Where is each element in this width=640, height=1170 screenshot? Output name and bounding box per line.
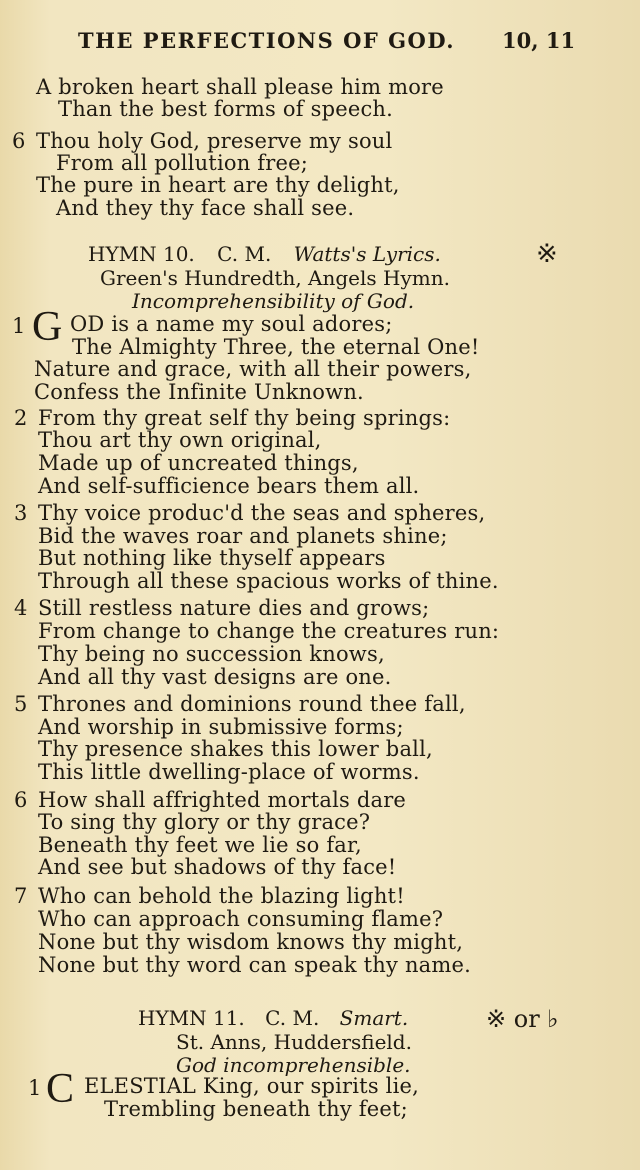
- verse-number: 5: [14, 692, 28, 716]
- verse-line: And worship in submissive forms;: [38, 715, 404, 739]
- verse-line: From all pollution free;: [56, 151, 309, 175]
- verse-line: From change to change the creatures run:: [38, 619, 500, 643]
- drop-cap: C: [46, 1066, 75, 1112]
- verse-line: From thy great self thy being springs:: [38, 406, 451, 430]
- key-mark-icon: ※: [536, 239, 558, 269]
- verse-number: 2: [14, 406, 28, 430]
- verse-line: Thy voice produc'd the seas and spheres,: [38, 501, 486, 525]
- verse-number: 1: [12, 314, 26, 338]
- verse-line: Thy presence shakes this lower ball,: [38, 737, 433, 761]
- key-mark-icon: ※ or ♭: [486, 1005, 559, 1033]
- verse-line: None but thy word can speak thy name.: [38, 953, 472, 977]
- verse-line: And see but shadows of thy face!: [38, 855, 397, 879]
- running-title: THE PERFECTIONS OF GOD.: [78, 28, 456, 53]
- verse-line: None but thy wisdom knows thy might,: [38, 930, 464, 954]
- verse-line: ELESTIAL King, our spirits lie,: [84, 1074, 420, 1098]
- hymn-source: Smart.: [339, 1006, 409, 1030]
- verse-line: OD is a name my soul adores;: [70, 312, 393, 336]
- verse-line: The Almighty Three, the eternal One!: [72, 335, 480, 359]
- verse-line: How shall affrighted mortals dare: [38, 788, 407, 812]
- verse-line: A broken heart shall please him more: [36, 75, 444, 99]
- verse-number: 7: [14, 884, 28, 908]
- page-numbers: 10, 11: [502, 28, 576, 53]
- verse-line: Who can approach consuming flame?: [38, 907, 444, 931]
- hymn-11-heading: [138, 1006, 408, 1030]
- verse-line: Thy being no succession knows,: [38, 642, 385, 666]
- verse-line: Than the best forms of speech.: [58, 97, 394, 121]
- verse-line: To sing thy glory or thy grace?: [38, 810, 371, 834]
- verse-line: Nature and grace, with all their powers,: [34, 357, 472, 381]
- hymn-10-subject: Incomprehensibility of God.: [132, 289, 415, 313]
- verse-line: Confess the Infinite Unknown.: [34, 380, 364, 404]
- verse-number: 4: [14, 596, 28, 620]
- hymn-source: Watts's Lyrics.: [293, 242, 441, 266]
- verse-number: 6: [12, 129, 26, 153]
- verse-line: Still restless nature dies and grows;: [38, 596, 430, 620]
- hymn-10-heading: [88, 242, 441, 266]
- drop-cap: G: [32, 304, 63, 350]
- hymn-10-tunes: Green's Hundredth, Angels Hymn.: [100, 266, 450, 290]
- verse-number: 1: [28, 1076, 42, 1100]
- verse-line: Thou art thy own original,: [38, 428, 322, 452]
- verse-line: Beneath thy feet we lie so far,: [38, 833, 362, 857]
- verse-line: But nothing like thyself appears: [38, 546, 386, 570]
- hymn-11-tunes: St. Anns, Huddersfield.: [176, 1030, 412, 1054]
- verse-line: Bid the waves roar and planets shine;: [38, 524, 448, 548]
- verse-number: 6: [14, 788, 28, 812]
- verse-line: Thrones and dominions round thee fall,: [38, 692, 466, 716]
- verse-line: And they thy face shall see.: [56, 196, 355, 220]
- verse-line: And self-sufficience bears them all.: [38, 474, 420, 498]
- hymn-number: HYMN 11.: [138, 1006, 245, 1030]
- verse-line: And all thy vast designs are one.: [38, 665, 392, 689]
- verse-line: Who can behold the blazing light!: [38, 884, 405, 908]
- hymn-number: HYMN 10.: [88, 242, 195, 266]
- hymn-11-subject: God incomprehensible.: [176, 1053, 411, 1077]
- verse-line: This little dwelling-place of worms.: [38, 760, 420, 784]
- verse-line: The pure in heart are thy delight,: [36, 173, 400, 197]
- verse-line: Made up of uncreated things,: [38, 451, 359, 475]
- verse-line: Thou holy God, preserve my soul: [36, 129, 393, 153]
- verse-line: Trembling beneath thy feet;: [104, 1097, 408, 1121]
- hymn-meter: C. M.: [217, 242, 272, 266]
- verse-number: 3: [14, 501, 28, 525]
- verse-line: Through all these spacious works of thine.: [38, 569, 499, 593]
- hymn-meter: C. M.: [265, 1006, 320, 1030]
